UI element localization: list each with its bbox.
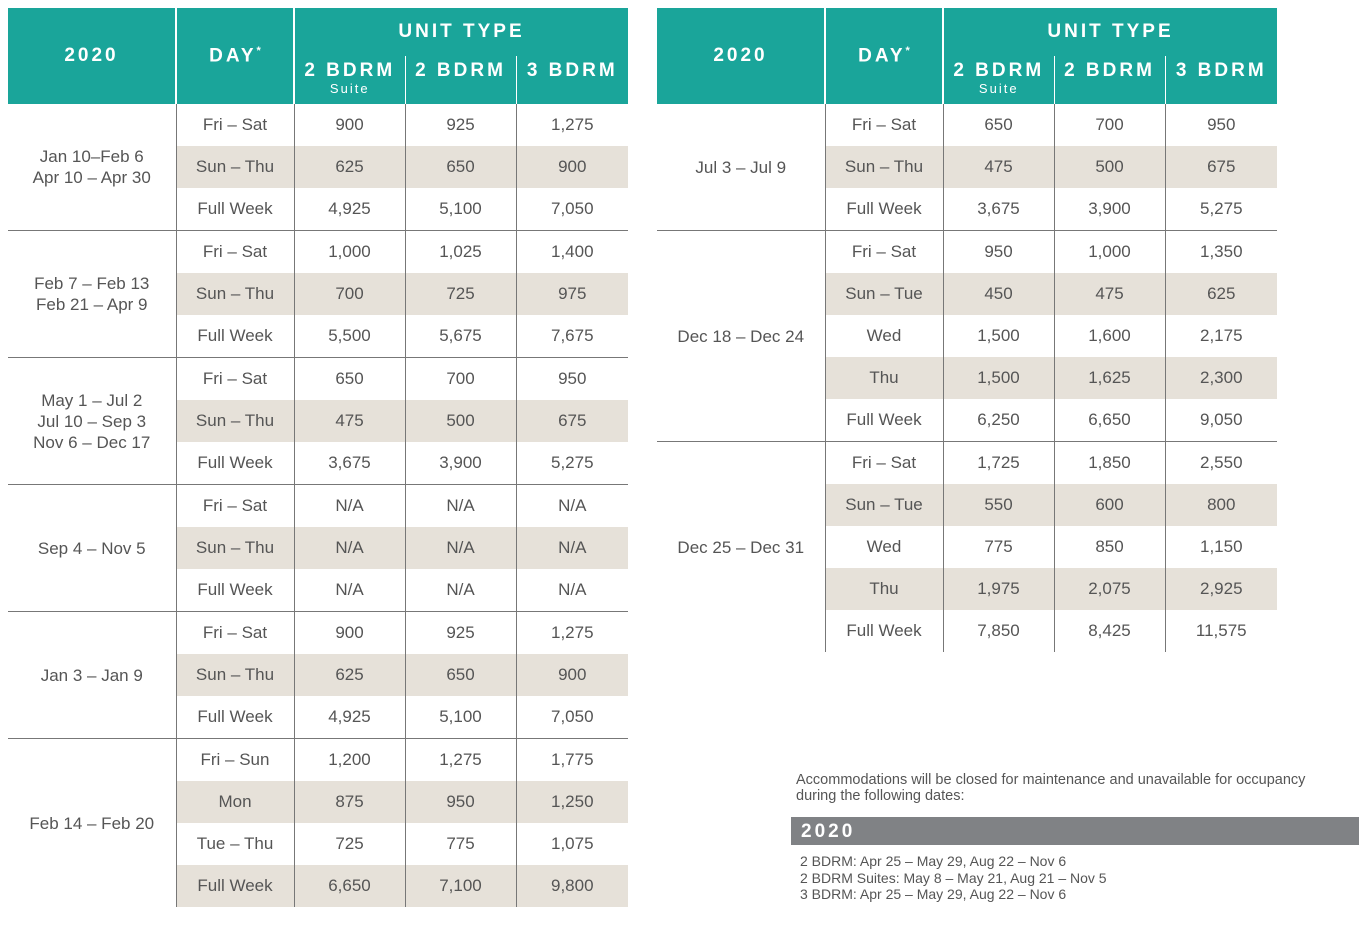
price-3bdrm: 7,675 [516, 315, 628, 358]
price-2bdrm-suite: 4,925 [294, 188, 405, 231]
price-2bdrm: 7,100 [405, 865, 516, 907]
closed-dates-line: 3 BDRM: Apr 25 – May 29, Aug 22 – Nov 6 [800, 886, 1067, 902]
date-range: Apr 10 – Apr 30 [32, 168, 151, 187]
day-cell: Full Week [176, 188, 294, 231]
date-range-cell [8, 612, 176, 739]
date-range: Jul 3 – Jul 9 [695, 157, 787, 177]
price-2bdrm-suite: 1,500 [943, 315, 1054, 357]
header-unit-type: UNIT TYPE [294, 8, 628, 56]
day-cell: Fri – Sat [825, 231, 943, 274]
date-range-cell [8, 231, 176, 358]
price-3bdrm: 9,050 [1165, 399, 1277, 442]
price-3bdrm: 675 [1165, 146, 1277, 188]
header-2bdrm: 2 BDRM [1054, 56, 1165, 104]
price-2bdrm-suite: N/A [294, 485, 405, 528]
header-year: 2020 [657, 8, 825, 104]
date-range-cell [8, 358, 176, 485]
date-range-cell [8, 104, 176, 231]
price-2bdrm: 925 [405, 104, 516, 146]
price-2bdrm-suite: 625 [294, 654, 405, 696]
price-2bdrm-suite: 475 [294, 400, 405, 442]
price-2bdrm: N/A [405, 527, 516, 569]
day-cell: Full Week [176, 865, 294, 907]
price-3bdrm: 900 [516, 146, 628, 188]
day-cell: Thu [825, 568, 943, 610]
price-2bdrm-suite: 6,650 [294, 865, 405, 907]
day-cell: Fri – Sat [825, 442, 943, 485]
date-range-cell [657, 104, 825, 231]
rate-table-right [657, 8, 1277, 652]
day-cell: Sun – Thu [176, 527, 294, 569]
header-year: 2020 [8, 8, 176, 104]
price-2bdrm-suite: 4,925 [294, 696, 405, 739]
table-row [657, 231, 1277, 274]
price-2bdrm: 2,075 [1054, 568, 1165, 610]
day-cell: Tue – Thu [176, 823, 294, 865]
price-2bdrm-suite: 700 [294, 273, 405, 315]
price-3bdrm: 2,550 [1165, 442, 1277, 485]
table-row [8, 485, 628, 528]
price-2bdrm-suite: 1,725 [943, 442, 1054, 485]
price-2bdrm-suite: N/A [294, 569, 405, 612]
price-3bdrm: 5,275 [516, 442, 628, 485]
price-2bdrm: 925 [405, 612, 516, 655]
price-3bdrm: 1,150 [1165, 526, 1277, 568]
price-2bdrm-suite: 650 [943, 104, 1054, 146]
price-3bdrm: 625 [1165, 273, 1277, 315]
price-2bdrm: 600 [1054, 484, 1165, 526]
price-2bdrm-suite: 900 [294, 104, 405, 146]
price-3bdrm: 7,050 [516, 696, 628, 739]
price-3bdrm: 1,275 [516, 612, 628, 655]
price-2bdrm-suite: 900 [294, 612, 405, 655]
date-range-cell [657, 442, 825, 653]
day-cell: Thu [825, 357, 943, 399]
date-range-cell [8, 739, 176, 908]
day-footnote-mark: * [905, 44, 910, 57]
price-3bdrm: 1,775 [516, 739, 628, 782]
day-cell: Wed [825, 315, 943, 357]
table-row [657, 104, 1277, 146]
price-3bdrm: 7,050 [516, 188, 628, 231]
day-cell: Full Week [825, 188, 943, 231]
price-3bdrm: 5,275 [1165, 188, 1277, 231]
price-3bdrm: 2,925 [1165, 568, 1277, 610]
price-2bdrm: 500 [405, 400, 516, 442]
price-2bdrm-suite: N/A [294, 527, 405, 569]
price-3bdrm: N/A [516, 569, 628, 612]
day-footnote-mark: * [256, 44, 261, 57]
price-2bdrm-suite: 950 [943, 231, 1054, 274]
price-2bdrm: 6,650 [1054, 399, 1165, 442]
date-range: Dec 25 – Dec 31 [677, 537, 805, 557]
closed-dates-line: 2 BDRM: Apr 25 – May 29, Aug 22 – Nov 6 [800, 853, 1067, 869]
price-2bdrm: 8,425 [1054, 610, 1165, 652]
header-2bdrm-suite: 2 BDRM Suite [943, 56, 1054, 104]
date-range: Feb 14 – Feb 20 [29, 813, 155, 833]
price-3bdrm: 950 [1165, 104, 1277, 146]
table-row [657, 442, 1277, 485]
price-3bdrm: 975 [516, 273, 628, 315]
price-2bdrm-suite: 1,200 [294, 739, 405, 782]
header-2bdrm: 2 BDRM [405, 56, 516, 104]
price-3bdrm: N/A [516, 485, 628, 528]
table-row [8, 104, 628, 146]
price-2bdrm: 775 [405, 823, 516, 865]
day-cell: Full Week [825, 610, 943, 652]
date-range: Jul 10 – Sep 3 [37, 411, 147, 431]
date-range: Feb 7 – Feb 13 [34, 274, 150, 293]
price-2bdrm-suite: 650 [294, 358, 405, 401]
price-3bdrm: 1,350 [1165, 231, 1277, 274]
price-2bdrm-suite: 3,675 [943, 188, 1054, 231]
price-2bdrm-suite: 7,850 [943, 610, 1054, 652]
day-cell: Sun – Thu [176, 273, 294, 315]
rate-table-body [8, 104, 628, 907]
price-3bdrm: 950 [516, 358, 628, 401]
price-2bdrm: 700 [1054, 104, 1165, 146]
price-2bdrm: 5,675 [405, 315, 516, 358]
price-2bdrm: 850 [1054, 526, 1165, 568]
day-cell: Full Week [176, 442, 294, 485]
rate-table-left [8, 8, 628, 907]
price-3bdrm: 2,175 [1165, 315, 1277, 357]
price-2bdrm-suite: 550 [943, 484, 1054, 526]
price-2bdrm: 650 [405, 654, 516, 696]
price-2bdrm: 1,600 [1054, 315, 1165, 357]
header-3bdrm: 3 BDRM [1165, 56, 1277, 104]
day-cell: Fri – Sat [176, 358, 294, 401]
price-3bdrm: 800 [1165, 484, 1277, 526]
date-range: Nov 6 – Dec 17 [33, 432, 151, 452]
date-range: Jan 3 – Jan 9 [40, 665, 143, 685]
day-cell: Full Week [176, 696, 294, 739]
price-2bdrm: 725 [405, 273, 516, 315]
price-2bdrm: 1,275 [405, 739, 516, 782]
day-cell: Fri – Sun [176, 739, 294, 782]
header-day: DAY* [825, 8, 943, 104]
day-cell: Mon [176, 781, 294, 823]
price-2bdrm: 1,850 [1054, 442, 1165, 485]
price-3bdrm: 1,075 [516, 823, 628, 865]
day-cell: Sun – Thu [176, 400, 294, 442]
day-cell: Sun – Tue [825, 273, 943, 315]
table-row [8, 739, 628, 782]
price-2bdrm-suite: 775 [943, 526, 1054, 568]
date-range: Dec 18 – Dec 24 [677, 326, 805, 346]
rate-table-body [657, 104, 1277, 652]
price-3bdrm: 900 [516, 654, 628, 696]
table-row [8, 612, 628, 655]
closed-dates-list [800, 853, 1340, 903]
day-cell: Fri – Sat [176, 485, 294, 528]
price-2bdrm-suite: 6,250 [943, 399, 1054, 442]
day-cell: Wed [825, 526, 943, 568]
day-cell: Sun – Tue [825, 484, 943, 526]
date-range: Jan 10–Feb 6 [39, 147, 144, 166]
price-2bdrm: 1,000 [1054, 231, 1165, 274]
price-2bdrm: 5,100 [405, 188, 516, 231]
day-cell: Sun – Thu [176, 654, 294, 696]
price-3bdrm: 1,250 [516, 781, 628, 823]
price-2bdrm: 1,025 [405, 231, 516, 274]
price-2bdrm: N/A [405, 569, 516, 612]
closed-year-bar: 2020 [791, 817, 1359, 845]
header-2bdrm-suite: 2 BDRM Suite [294, 56, 405, 104]
price-2bdrm: 3,900 [1054, 188, 1165, 231]
price-2bdrm: 500 [1054, 146, 1165, 188]
maintenance-notice: Accommodations will be closed for maintenance and unavailable for occupancy during the following dates: [796, 772, 1306, 804]
day-cell: Fri – Sat [176, 104, 294, 146]
price-2bdrm-suite: 1,975 [943, 568, 1054, 610]
price-3bdrm: 1,400 [516, 231, 628, 274]
day-cell: Fri – Sat [825, 104, 943, 146]
day-cell: Full Week [825, 399, 943, 442]
price-2bdrm: 3,900 [405, 442, 516, 485]
date-range: Sep 4 – Nov 5 [37, 538, 146, 558]
price-2bdrm: 5,100 [405, 696, 516, 739]
price-2bdrm-suite: 450 [943, 273, 1054, 315]
price-2bdrm-suite: 1,500 [943, 357, 1054, 399]
price-3bdrm: 11,575 [1165, 610, 1277, 652]
price-2bdrm-suite: 875 [294, 781, 405, 823]
date-range: Feb 21 – Apr 9 [35, 295, 148, 314]
day-cell: Fri – Sat [176, 612, 294, 655]
day-cell: Sun – Thu [825, 146, 943, 188]
closed-dates-line: 2 BDRM Suites: May 8 – May 21, Aug 21 – Nov 5 [800, 869, 1107, 886]
price-2bdrm-suite: 1,000 [294, 231, 405, 274]
header-unit-type: UNIT TYPE [943, 8, 1277, 56]
day-cell: Fri – Sat [176, 231, 294, 274]
day-cell: Sun – Thu [176, 146, 294, 188]
day-cell: Full Week [176, 569, 294, 612]
price-3bdrm: 9,800 [516, 865, 628, 907]
price-3bdrm: 675 [516, 400, 628, 442]
table-row [8, 358, 628, 401]
header-day: DAY* [176, 8, 294, 104]
price-2bdrm-suite: 625 [294, 146, 405, 188]
price-2bdrm: 1,625 [1054, 357, 1165, 399]
table-row [8, 231, 628, 274]
date-range: May 1 – Jul 2 [41, 390, 143, 410]
date-range-cell [657, 231, 825, 442]
header-3bdrm: 3 BDRM [516, 56, 628, 104]
price-2bdrm: 475 [1054, 273, 1165, 315]
price-2bdrm-suite: 725 [294, 823, 405, 865]
price-2bdrm: 700 [405, 358, 516, 401]
price-2bdrm-suite: 475 [943, 146, 1054, 188]
price-2bdrm: N/A [405, 485, 516, 528]
day-cell: Full Week [176, 315, 294, 358]
date-range-cell [8, 485, 176, 612]
price-2bdrm-suite: 5,500 [294, 315, 405, 358]
price-2bdrm: 950 [405, 781, 516, 823]
price-3bdrm: 2,300 [1165, 357, 1277, 399]
price-3bdrm: N/A [516, 527, 628, 569]
price-2bdrm-suite: 3,675 [294, 442, 405, 485]
price-3bdrm: 1,275 [516, 104, 628, 146]
price-2bdrm: 650 [405, 146, 516, 188]
